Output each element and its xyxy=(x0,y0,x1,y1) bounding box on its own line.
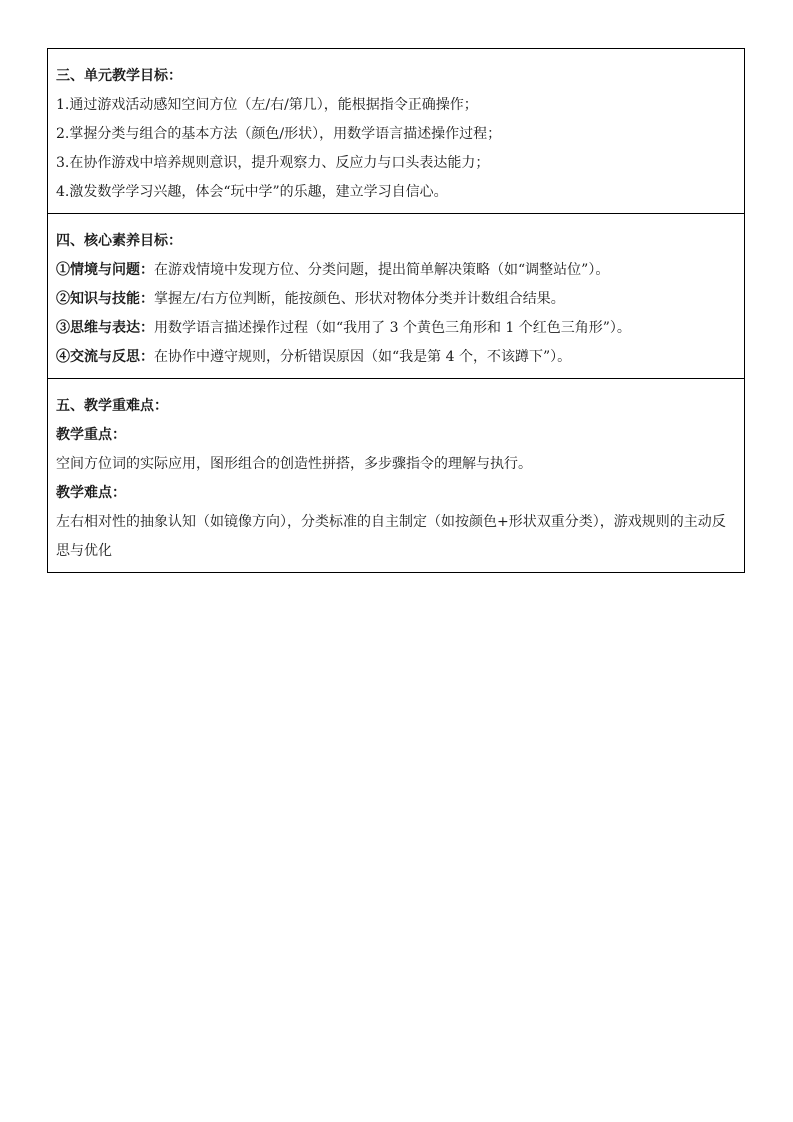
unit-objective-item: 1.通过游戏活动感知空间方位（左/右/第几），能根据指令正确操作； xyxy=(56,97,478,113)
core-literacy-text: 掌握左/右方位判断，能按颜色、形状对物体分类并计数组合结果。 xyxy=(154,291,565,307)
core-literacy-item xyxy=(56,314,736,343)
key-difficult-heading: 五、教学重难点： xyxy=(56,398,168,414)
core-literacy-cell xyxy=(48,213,744,378)
core-literacy-label: ②知识与技能： xyxy=(56,291,154,307)
unit-objective-item: 2.掌握分类与组合的基本方法（颜色/形状），用数学语言描述操作过程； xyxy=(56,126,502,142)
core-literacy-text: 在游戏情境中发现方位、分类问题，提出简单解决策略（如“调整站位”）。 xyxy=(154,262,610,278)
key-points-text: 空间方位词的实际应用，图形组合的创造性拼搭，多步骤指令的理解与执行。 xyxy=(56,456,532,472)
core-literacy-item xyxy=(56,256,736,285)
core-literacy-label: ③思维与表达： xyxy=(56,320,154,336)
core-literacy-heading: 四、核心素养目标： xyxy=(56,233,182,249)
core-literacy-label: ④交流与反思： xyxy=(56,349,154,365)
core-literacy-item xyxy=(56,285,736,314)
core-literacy-text: 用数学语言描述操作过程（如“我用了 3 个黄色三角形和 1 个红色三角形”）。 xyxy=(154,320,631,336)
difficult-points-label: 教学难点： xyxy=(56,485,126,501)
unit-objective-item: 4.激发数学学习兴趣，体会“玩中学”的乐趣，建立学习自信心。 xyxy=(56,184,448,200)
unit-objectives-heading: 三、单元教学目标： xyxy=(56,68,182,84)
core-literacy-item xyxy=(56,343,736,372)
core-literacy-text: 在协作中遵守规则，分析错误原因（如“我是第 4 个，不该蹲下”）。 xyxy=(154,349,572,365)
key-points-label: 教学重点： xyxy=(56,427,126,443)
core-literacy-label: ①情境与问题： xyxy=(56,262,154,278)
key-difficult-points-cell xyxy=(48,378,744,572)
unit-objective-item: 3.在协作游戏中培养规则意识，提升观察力、反应力与口头表达能力； xyxy=(56,155,490,171)
lesson-plan-table xyxy=(47,48,745,573)
difficult-points-text: 左右相对性的抽象认知（如镜像方向），分类标准的自主制定（如按颜色+形状双重分类），游戏规则的主动反思与优化 xyxy=(56,514,726,559)
unit-objectives-cell xyxy=(48,49,744,213)
